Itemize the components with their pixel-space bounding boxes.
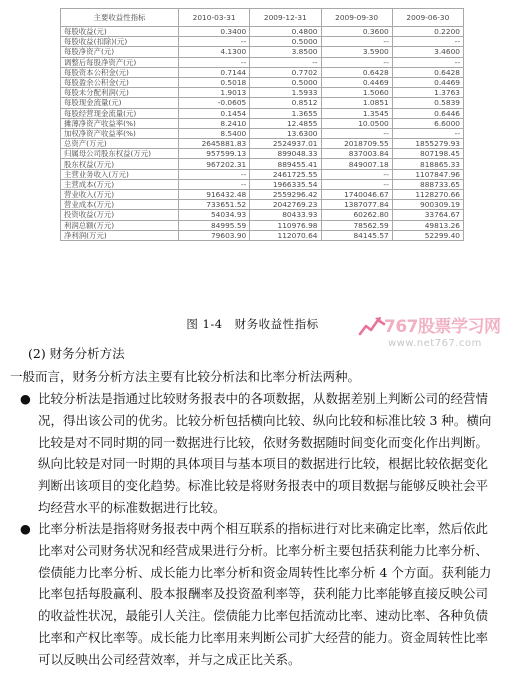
table-cell-value: 1.3763: [392, 88, 463, 98]
table-cell-value: --: [321, 57, 392, 67]
table-cell-value: 49813.26: [392, 220, 463, 230]
table-row-label: 总资产(万元): [61, 139, 179, 149]
table-cell-value: 1.3655: [250, 108, 321, 118]
table-cell-value: 2559296.42: [250, 190, 321, 200]
table-row-label: 利润总额(万元): [61, 220, 179, 230]
section-intro: 一般而言，财务分析方法主要有比较分析法和比率分析法两种。: [10, 369, 361, 384]
table-row: [61, 159, 464, 169]
table-cell-value: 957599.13: [179, 149, 250, 159]
table-cell-value: --: [179, 179, 250, 189]
table-cell-value: 1128270.66: [392, 190, 463, 200]
table-row-label: 每股现金流量(元): [61, 98, 179, 108]
table-cell-value: 849007.18: [321, 159, 392, 169]
table-cell-value: 837003.84: [321, 149, 392, 159]
table-cell-value: 84145.57: [321, 230, 392, 240]
table-cell-value: 12.4855: [250, 118, 321, 128]
table-cell-value: 1966335.54: [250, 179, 321, 189]
table-row-label: 每股收益(扣除)(元): [61, 37, 179, 47]
table-cell-value: 807198.45: [392, 149, 463, 159]
table-cell-value: --: [179, 57, 250, 67]
table-cell-value: 733651.52: [179, 200, 250, 210]
watermark-url: www.net767.com: [388, 338, 482, 349]
table-row-label: 加权净资产收益率(%): [61, 128, 179, 138]
table-cell-value: --: [392, 57, 463, 67]
table-cell-value: 0.2200: [392, 27, 463, 37]
bullet-text: 比较分析法是指通过比较财务报表中的各项数据，从数据差别上判断公司的经营情况，得出该公司的优劣。比较分析包括横向比较、纵向比较和标准比较 3 种。横向比较是对不同时期的同一数据进行比较，依财务数据随时间变化而变化作出判断。纵向比较是对同一时期的具体项目与基本项目的数据进行比较，根据比较依据变化判断出该项目的变化趋势。标准比较是将财务报表中的项目数据与能够反映社会平均经营水平的标准数据进行比较。: [38, 391, 492, 515]
table-row: [61, 190, 464, 200]
table-row-label: 股东权益(万元): [61, 159, 179, 169]
table-row-label: 每股经营现金流量(元): [61, 108, 179, 118]
table-cell-value: 1.5060: [321, 88, 392, 98]
table-cell-value: 1.3545: [321, 108, 392, 118]
table-cell-value: 6.6000: [392, 118, 463, 128]
table-row-label: 归属母公司股东权益(万元): [61, 149, 179, 159]
table-cell-value: 112070.64: [250, 230, 321, 240]
table-cell-value: 900309.19: [392, 200, 463, 210]
table-cell-value: 0.7702: [250, 67, 321, 77]
table-cell-value: 1.0851: [321, 98, 392, 108]
table-row-label: 调整后每股净资产(元): [61, 57, 179, 67]
table-cell-value: 916432.48: [179, 190, 250, 200]
table-cell-value: 0.4469: [321, 77, 392, 87]
figure-caption: 图 1-4 财务收益性指标: [186, 317, 319, 331]
table-row: [61, 77, 464, 87]
section-title: (2) 财务分析方法: [28, 346, 125, 361]
table-cell-value: -0.0605: [179, 98, 250, 108]
bullet-dot-icon: ●: [20, 521, 31, 536]
table-cell-value: 2461725.55: [250, 169, 321, 179]
bullet-item-comparison: [10, 388, 498, 519]
table-cell-value: 0.5839: [392, 98, 463, 108]
table-cell-value: 1387077.84: [321, 200, 392, 210]
table-cell-value: 54034.93: [179, 210, 250, 220]
table-row-label: 摊薄净资产收益率(%): [61, 118, 179, 128]
table-row: [61, 98, 464, 108]
table-cell-value: --: [321, 179, 392, 189]
table-row-label: 主营成本(万元): [61, 179, 179, 189]
table-cell-value: 0.5000: [250, 77, 321, 87]
bullet-dot-icon: ●: [20, 391, 31, 406]
table-cell-value: 0.6428: [392, 67, 463, 77]
table-cell-value: 3.4600: [392, 47, 463, 57]
table-cell-value: 10.0500: [321, 118, 392, 128]
table-header-cell: 主要收益性指标: [61, 9, 179, 27]
table-cell-value: 60262.80: [321, 210, 392, 220]
table-row-label: 净利润(万元): [61, 230, 179, 240]
table-cell-value: --: [321, 128, 392, 138]
table-row-label: 营业成本(万元): [61, 200, 179, 210]
table-cell-value: 8.5400: [179, 128, 250, 138]
table-cell-value: --: [321, 37, 392, 47]
table-row: [61, 118, 464, 128]
table-cell-value: 1.5933: [250, 88, 321, 98]
table-cell-value: 2645881.83: [179, 139, 250, 149]
table-cell-value: 967202.31: [179, 159, 250, 169]
table-header-cell: 2009-06-30: [392, 9, 463, 27]
table-cell-value: 0.6428: [321, 67, 392, 77]
table-cell-value: 1855279.93: [392, 139, 463, 149]
table-cell-value: --: [321, 169, 392, 179]
table-row: [61, 210, 464, 220]
table-cell-value: --: [392, 128, 463, 138]
table-row-label: 投资收益(万元): [61, 210, 179, 220]
table-cell-value: 0.5000: [250, 37, 321, 47]
table-row-label: 主营业务收入(万元): [61, 169, 179, 179]
table-row-label: 营业收入(万元): [61, 190, 179, 200]
table-cell-value: 0.4469: [392, 77, 463, 87]
table-row: [61, 37, 464, 47]
table-cell-value: 0.3600: [321, 27, 392, 37]
bullet-item-ratio: [10, 518, 498, 671]
table-header-cell: 2009-12-31: [250, 9, 321, 27]
table-row: [61, 169, 464, 179]
table-cell-value: 2524937.01: [250, 139, 321, 149]
table-row-label: 每股净资产(元): [61, 47, 179, 57]
table-cell-value: 3.5900: [321, 47, 392, 57]
table-header-cell: 2009-09-30: [321, 9, 392, 27]
table-cell-value: --: [250, 57, 321, 67]
table-cell-value: 0.8512: [250, 98, 321, 108]
table-cell-value: 52299.40: [392, 230, 463, 240]
financial-indicators-table-wrapper: [60, 8, 464, 241]
watermark-title: 767股票学习网: [384, 317, 501, 337]
table-cell-value: 818865.33: [392, 159, 463, 169]
table-row: [61, 220, 464, 230]
table-cell-value: 2042769.23: [250, 200, 321, 210]
table-row: [61, 200, 464, 210]
table-cell-value: 888733.65: [392, 179, 463, 189]
table-cell-value: 33764.67: [392, 210, 463, 220]
table-cell-value: 110976.98: [250, 220, 321, 230]
table-cell-value: 899048.33: [250, 149, 321, 159]
table-cell-value: --: [179, 37, 250, 47]
table-row: [61, 179, 464, 189]
table-cell-value: 0.3400: [179, 27, 250, 37]
table-body: [61, 27, 464, 241]
table-row: [61, 27, 464, 37]
table-cell-value: 1740046.67: [321, 190, 392, 200]
table-cell-value: 2018709.55: [321, 139, 392, 149]
table-cell-value: 8.2410: [179, 118, 250, 128]
table-header-cell: 2010-03-31: [179, 9, 250, 27]
table-cell-value: 0.5018: [179, 77, 250, 87]
financial-indicators-table: [60, 8, 464, 241]
table-cell-value: 1.9013: [179, 88, 250, 98]
table-row-label: 每股未分配利润(元): [61, 88, 179, 98]
table-cell-value: --: [392, 37, 463, 47]
table-row-label: 每股收益(元): [61, 27, 179, 37]
table-cell-value: 4.1300: [179, 47, 250, 57]
table-cell-value: 13.6300: [250, 128, 321, 138]
table-row: [61, 139, 464, 149]
bullet-text: 比率分析法是指将财务报表中两个相互联系的指标进行对比来确定比率，然后依此比率对公司财务状况和经营成果进行分析。比率分析主要包括获利能力比率分析、偿债能力比率分析、成长能力比率分析和资金周转性比率分析 4 个方面。获利能力比率包括每股赢利、股本报酬率及投资盈利率等，获利能力比率能够直接反映公司的收益性状况，最能引人关注。偿债能力比率包括流动比率、速动比率、各种负债比率和产权比率等。成长能力比率用来判断公司扩大经营的能力。资金周转性比率可以反映出公司经营效率，并与之成正比关系。: [38, 521, 492, 667]
table-cell-value: 889455.41: [250, 159, 321, 169]
table-cell-value: 84995.59: [179, 220, 250, 230]
table-cell-value: 0.6446: [392, 108, 463, 118]
table-row: [61, 67, 464, 77]
table-row: [61, 128, 464, 138]
table-row: [61, 108, 464, 118]
table-header-row: [61, 9, 464, 27]
table-cell-value: 78562.59: [321, 220, 392, 230]
table-row-label: 每股盈余公积金(元): [61, 77, 179, 87]
table-cell-value: 80433.93: [250, 210, 321, 220]
table-row: [61, 57, 464, 67]
table-row: [61, 230, 464, 240]
table-cell-value: 0.4800: [250, 27, 321, 37]
table-cell-value: 0.1454: [179, 108, 250, 118]
table-cell-value: 0.7144: [179, 67, 250, 77]
table-cell-value: 1107847.96: [392, 169, 463, 179]
table-cell-value: --: [179, 169, 250, 179]
table-row: [61, 149, 464, 159]
table-cell-value: 3.8500: [250, 47, 321, 57]
table-row: [61, 47, 464, 57]
table-row-label: 每股资本公积金(元): [61, 67, 179, 77]
table-cell-value: 79603.90: [179, 230, 250, 240]
table-row: [61, 88, 464, 98]
